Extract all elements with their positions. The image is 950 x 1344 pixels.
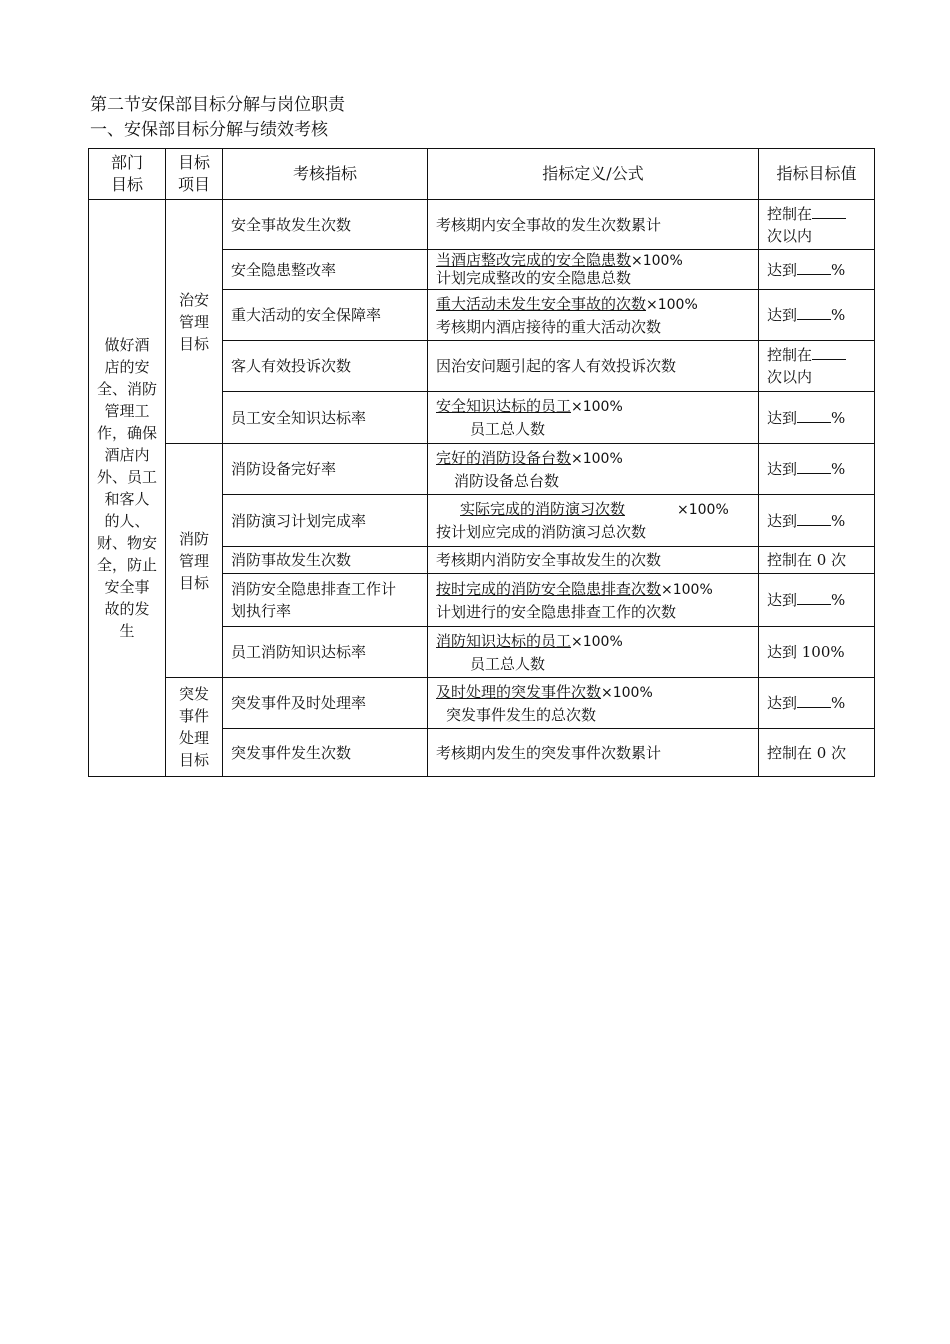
formula-denominator: 按计划应完成的消防演习总次数 <box>436 523 647 541</box>
header-dept-goal: 部门 目标 <box>89 149 166 200</box>
target-cell: 达到 % <box>759 444 875 495</box>
indicator-cell: 消防安全隐患排查工作计 划执行率 <box>223 574 428 627</box>
fill-blank <box>797 262 831 275</box>
formula-numerator: 消防知识达标的员工 <box>436 631 572 650</box>
header-goal-project: 目标 项目 <box>166 149 223 200</box>
formula-cell <box>428 627 759 678</box>
formula-numerator: 重大活动未发生安全事故的次数 <box>436 294 647 313</box>
definition-cell: 因治安问题引起的客人有效投诉次数 <box>428 341 759 392</box>
table-row <box>89 678 875 729</box>
table-row <box>89 444 875 495</box>
indicator-cell: 客人有效投诉次数 <box>223 341 428 392</box>
fill-blank <box>797 592 831 605</box>
fill-blank <box>797 513 831 526</box>
target-cell: 达到 % <box>759 392 875 444</box>
target-cell: 控制在 0 次 <box>759 547 875 574</box>
formula-multiplier: ×100% <box>661 581 713 598</box>
target-cell: 达到 100% <box>759 627 875 678</box>
indicator-cell: 重大活动的安全保障率 <box>223 290 428 341</box>
table-row <box>89 200 875 250</box>
indicator-cell: 安全事故发生次数 <box>223 200 428 250</box>
indicator-cell: 突发事件发生次数 <box>223 729 428 777</box>
dept-goal-cell: 做好酒 店的安 全、消防 管理工 作，确保 酒店内 外、员工 和客人 的人、 财、物安 全，防止 安全事 故的发 生 <box>89 200 166 777</box>
target-cell: 达到 % <box>759 290 875 341</box>
fill-blank <box>797 307 831 320</box>
formula-multiplier: ×100% <box>677 502 729 518</box>
formula-numerator: 实际完成的消防演习次数 <box>460 500 626 518</box>
formula-denominator: 消防设备总台数 <box>454 471 560 490</box>
target-cell: 达到 % <box>759 495 875 547</box>
formula-cell <box>428 250 759 290</box>
indicator-cell: 消防事故发生次数 <box>223 547 428 574</box>
fill-blank <box>812 206 846 219</box>
target-cell: 达到 % <box>759 250 875 290</box>
target-cell: 达到 % <box>759 678 875 729</box>
formula-numerator: 完好的消防设备台数 <box>436 448 572 467</box>
definition-cell: 考核期内发生的突发事件次数累计 <box>428 729 759 777</box>
formula-multiplier: ×100% <box>571 633 623 650</box>
formula-cell <box>428 678 759 729</box>
formula-numerator: 及时处理的突发事件次数 <box>436 682 602 701</box>
definition-cell: 考核期内安全事故的发生次数累计 <box>428 200 759 250</box>
formula-multiplier: ×100% <box>601 684 653 701</box>
fill-blank <box>797 695 831 708</box>
formula-cell <box>428 495 759 547</box>
fill-blank <box>812 347 846 360</box>
goal-project-fire: 消防 管理 目标 <box>166 444 223 678</box>
indicator-cell: 员工消防知识达标率 <box>223 627 428 678</box>
formula-cell <box>428 444 759 495</box>
goal-project-emergency: 突发 事件 处理 目标 <box>166 678 223 777</box>
header-definition: 指标定义/公式 <box>428 149 759 200</box>
formula-numerator: 安全知识达标的员工 <box>436 397 572 415</box>
formula-denominator: 突发事件发生的总次数 <box>446 705 597 724</box>
header-indicator: 考核指标 <box>223 149 428 200</box>
formula-numerator: 当酒店整改完成的安全隐患数 <box>436 251 632 269</box>
goal-project-security: 治安 管理 目标 <box>166 200 223 444</box>
indicator-cell: 安全隐患整改率 <box>223 250 428 290</box>
subsection-title: 一、安保部目标分解与绩效考核 <box>90 120 328 140</box>
formula-multiplier: ×100% <box>571 399 623 415</box>
section-title: 第二节安保部目标分解与岗位职责 <box>90 95 345 115</box>
formula-cell <box>428 574 759 627</box>
target-cell: 达到 % <box>759 574 875 627</box>
formula-multiplier: ×100% <box>646 296 698 313</box>
target-cell: 控制在 次以内 <box>759 341 875 392</box>
formula-denominator: 员工总人数 <box>470 654 546 673</box>
formula-denominator: 考核期内酒店接待的重大活动次数 <box>436 317 662 336</box>
header-target: 指标目标值 <box>759 149 875 200</box>
indicator-cell: 消防设备完好率 <box>223 444 428 495</box>
target-cell: 控制在 0 次 <box>759 729 875 777</box>
fill-blank <box>797 461 831 474</box>
formula-denominator: 员工总人数 <box>470 420 546 438</box>
formula-cell <box>428 392 759 444</box>
indicator-cell: 突发事件及时处理率 <box>223 678 428 729</box>
definition-cell: 考核期内消防安全事故发生的次数 <box>428 547 759 574</box>
formula-cell <box>428 290 759 341</box>
indicator-cell: 消防演习计划完成率 <box>223 495 428 547</box>
header-row <box>89 149 875 200</box>
fill-blank <box>797 410 831 423</box>
target-cell: 控制在 次以内 <box>759 200 875 250</box>
formula-denominator: 计划进行的安全隐患排查工作的次数 <box>436 602 677 621</box>
kpi-table <box>88 148 875 777</box>
formula-multiplier: ×100% <box>571 450 623 467</box>
formula-numerator: 按时完成的消防安全隐患排查次数 <box>436 579 662 598</box>
indicator-cell: 员工安全知识达标率 <box>223 392 428 444</box>
formula-denominator: 计划完成整改的安全隐患总数 <box>436 269 632 287</box>
formula-multiplier: ×100% <box>631 253 683 269</box>
